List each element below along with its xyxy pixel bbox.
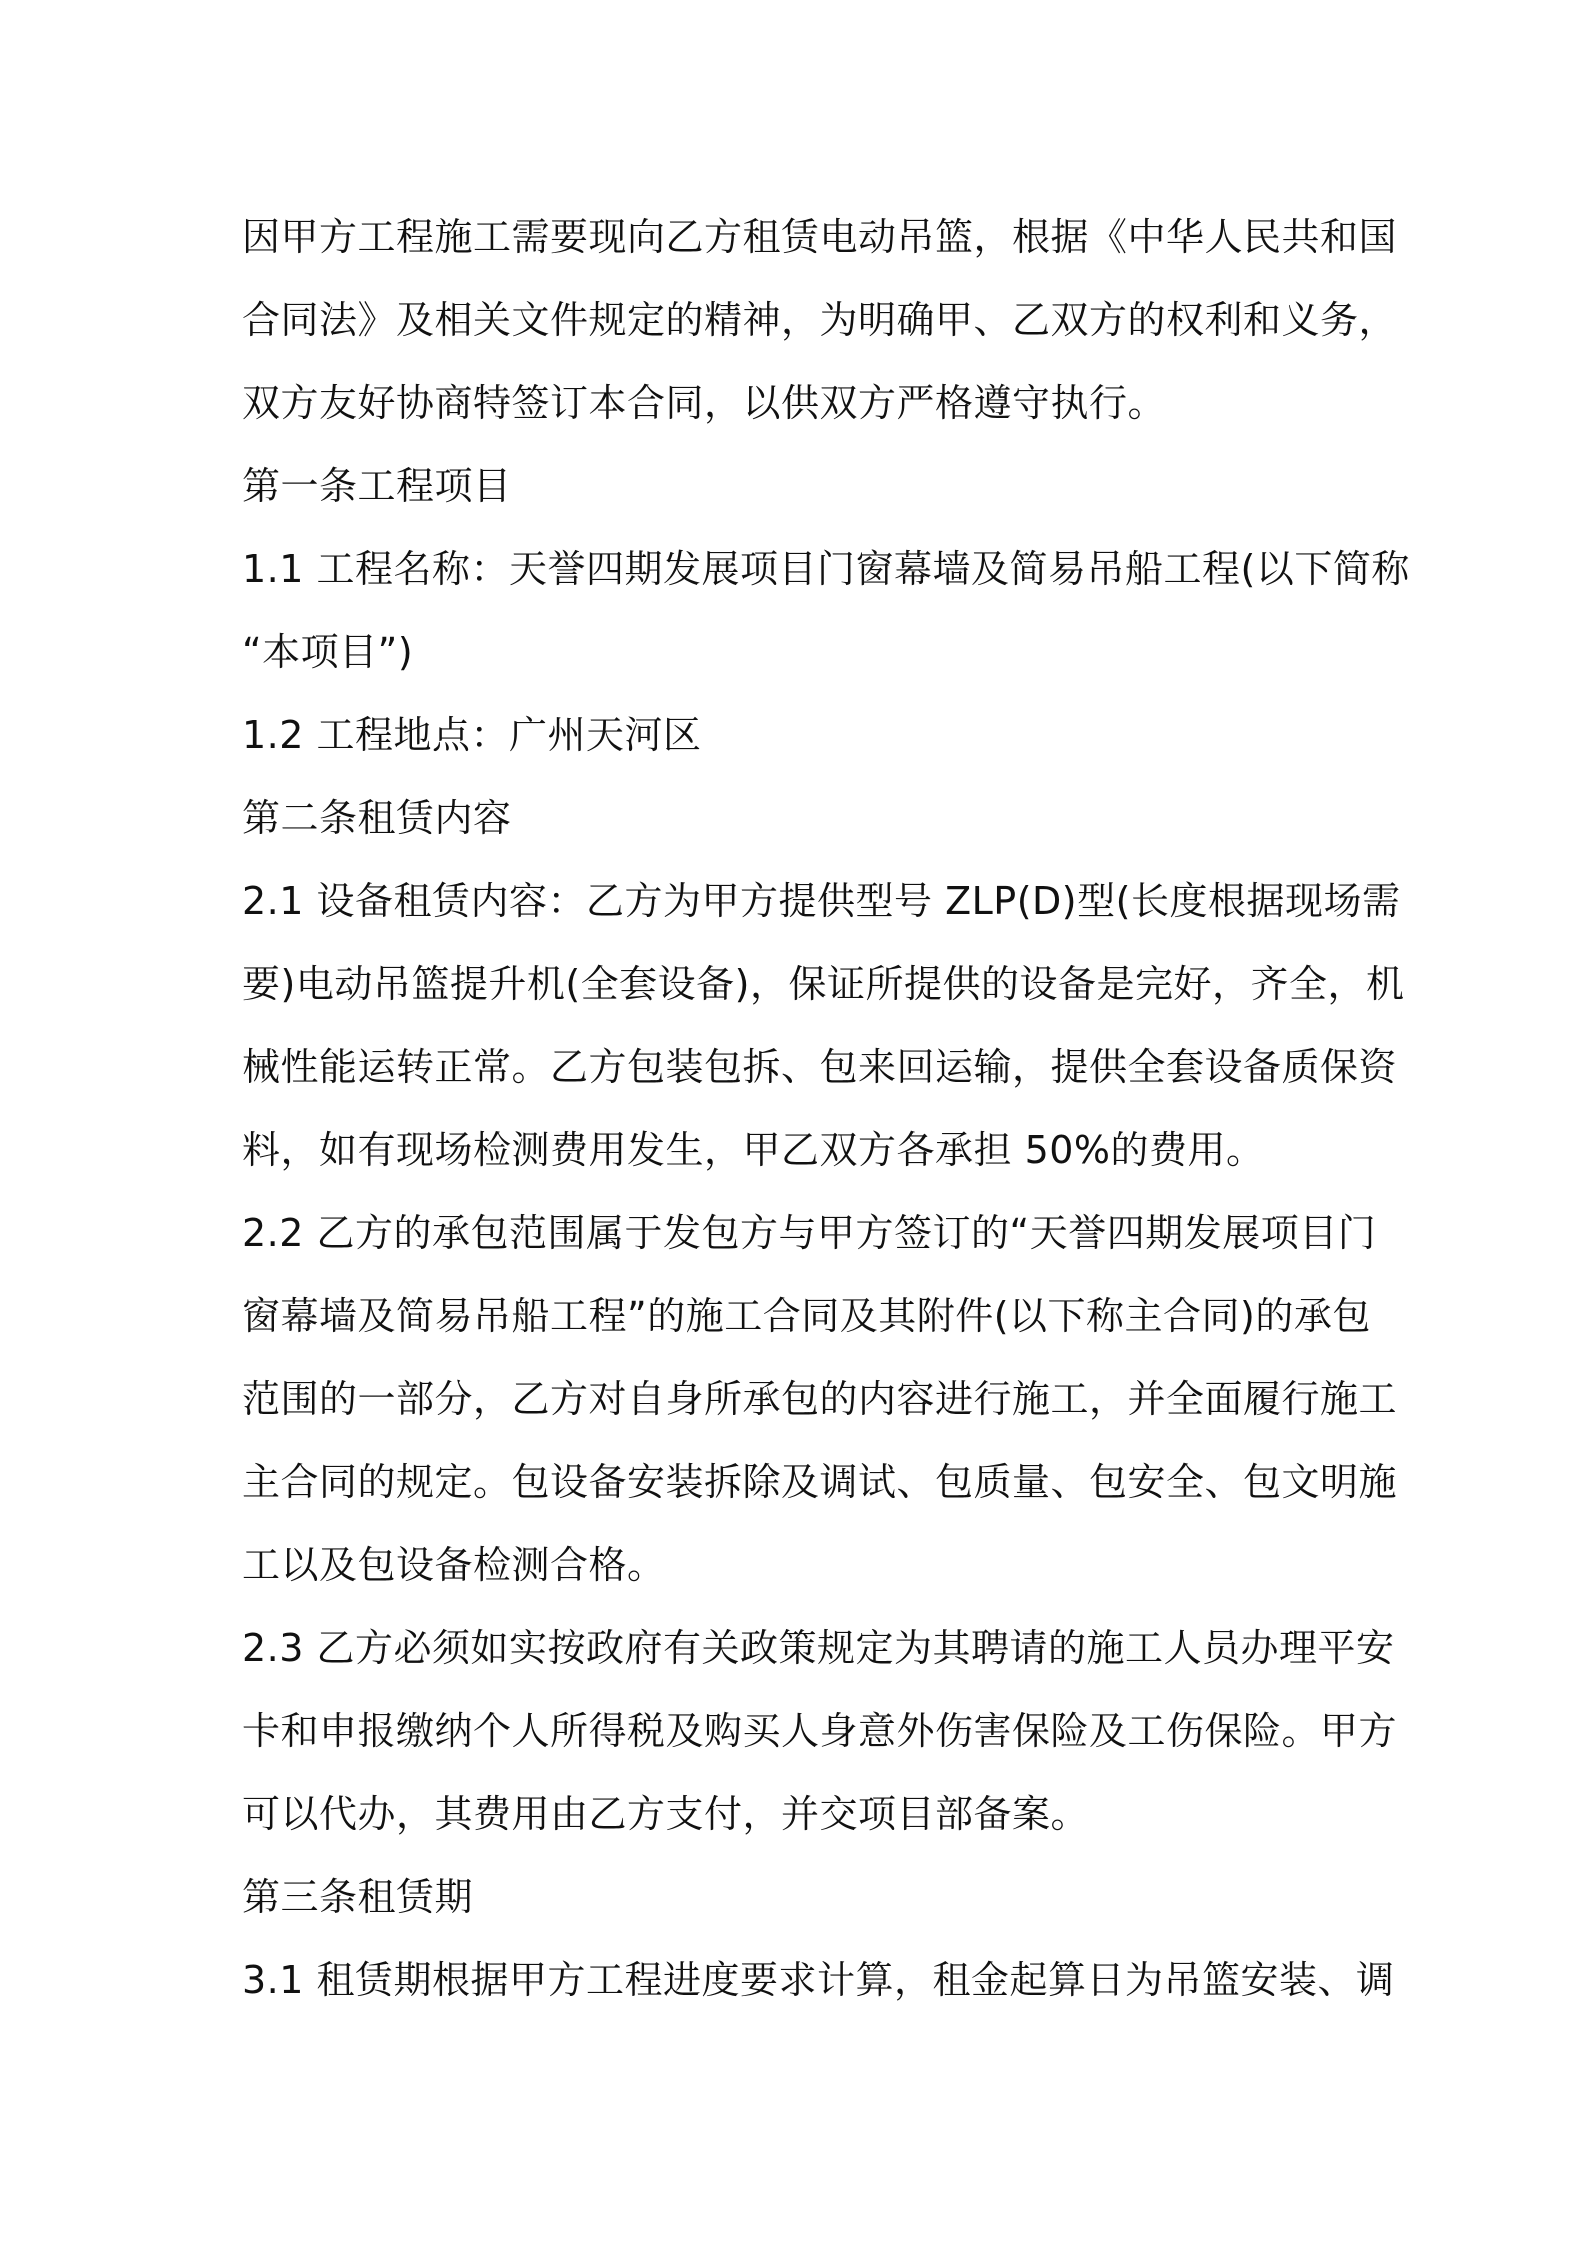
clause-1-2: 1.2 工程地点：广州天河区 (242, 713, 702, 757)
clause-2-3-line-3: 可以代办，其费用由乙方支付，并交项目部备案。 (242, 1792, 1090, 1836)
clause-2-2-line-4: 主合同的规定。包设备安装拆除及调试、包质量、包安全、包文明施 (242, 1460, 1398, 1504)
clause-2-2-line-3: 范围的一部分，乙方对自身所承包的内容进行施工，并全面履行施工 (242, 1377, 1398, 1421)
section-heading-article-1: 第一条工程项目 (242, 464, 512, 508)
clause-2-2-line-1: 2.2 乙方的承包范围属于发包方与甲方签订的“天誉四期发展项目门 (242, 1211, 1377, 1255)
clause-2-1-line-3: 械性能运转正常。乙方包装包拆、包来回运输，提供全套设备质保资 (242, 1045, 1398, 1089)
clause-2-3-line-2: 卡和申报缴纳个人所得税及购买人身意外伤害保险及工伤保险。甲方 (242, 1709, 1398, 1753)
clause-2-2-line-2: 窗幕墙及简易吊船工程”的施工合同及其附件(以下称主合同)的承包 (242, 1294, 1371, 1338)
clause-2-1-line-2: 要)电动吊篮提升机(全套设备)，保证所提供的设备是完好，齐全，机 (242, 962, 1405, 1006)
clause-3-1-line-1: 3.1 租赁期根据甲方工程进度要求计算，租金起算日为吊篮安装、调 (242, 1958, 1395, 2002)
clause-2-1-line-1: 2.1 设备租赁内容：乙方为甲方提供型号 ZLP(D)型(长度根据现场需 (242, 879, 1401, 923)
clause-1-1-line-1: 1.1 工程名称：天誉四期发展项目门窗幕墙及简易吊船工程(以下简称 (242, 547, 1410, 591)
clause-2-1-line-4: 料，如有现场检测费用发生，甲乙双方各承担 50%的费用。 (242, 1128, 1265, 1172)
text-line-preamble-2: 合同法》及相关文件规定的精神，为明确甲、乙双方的权利和义务， (242, 298, 1398, 342)
clause-2-3-line-1: 2.3 乙方必须如实按政府有关政策规定为其聘请的施工人员办理平安 (242, 1626, 1395, 1670)
document-body (242, 196, 1410, 2022)
section-heading-article-3: 第三条租赁期 (242, 1875, 474, 1919)
section-heading-article-2: 第二条租赁内容 (242, 796, 512, 840)
clause-1-1-line-2: “本项目”) (242, 630, 414, 674)
clause-2-2-line-5: 工以及包设备检测合格。 (242, 1543, 666, 1587)
text-line-preamble-1: 因甲方工程施工需要现向乙方租赁电动吊篮，根据《中华人民共和国 (242, 215, 1398, 259)
text-line-preamble-3: 双方友好协商特签订本合同，以供双方严格遵守执行。 (242, 381, 1167, 425)
